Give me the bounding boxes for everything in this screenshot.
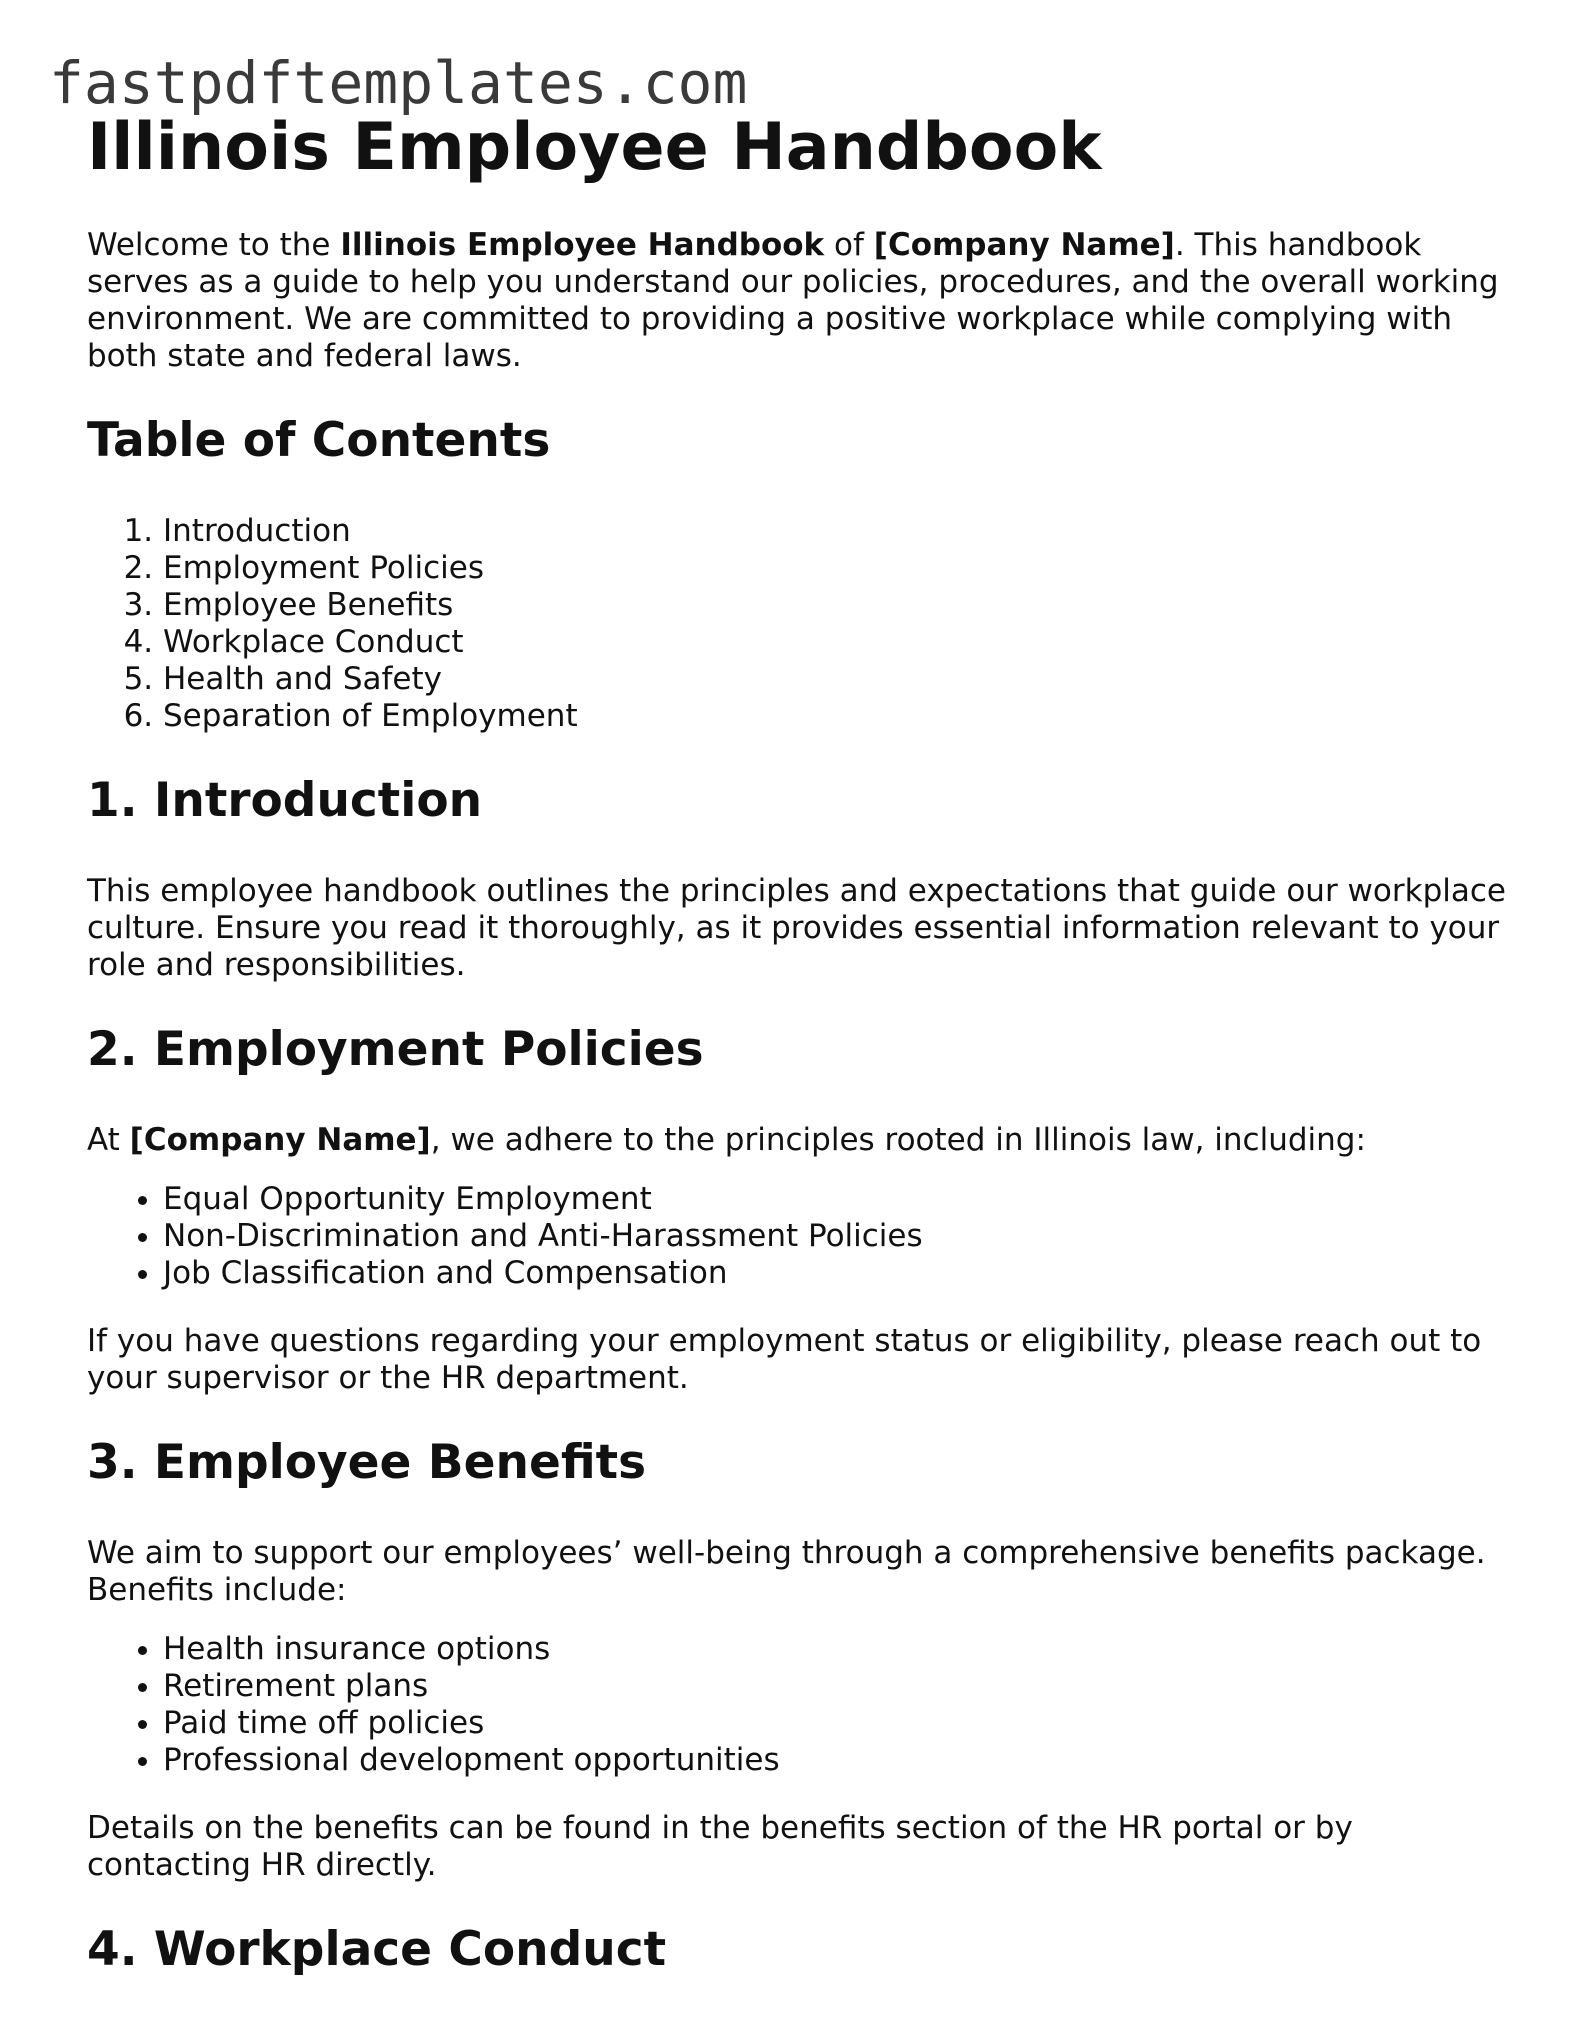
toc-item-health-safety: 5. Health and Safety [163,661,1507,698]
list-item: • Professional development opportunities [163,1742,1507,1779]
intro-company-name: [Company Name] [873,227,1175,263]
toc-item-separation: 6. Separation of Employment [163,698,1507,735]
list-item: • Health insurance options [163,1631,1507,1668]
section-2-after: If you have questions regarding your employment status or eligibility, please reach out to your supervisor or the HR department. [87,1323,1482,1396]
list-item: • Paid time off policies [163,1705,1507,1742]
list-item: • Equal Opportunity Employment [163,1181,1507,1218]
section-3-heading: 3. Employee Benefits [87,1435,647,1490]
section-4-heading: 4. Workplace Conduct [87,1922,667,1977]
intro-of: of [824,227,874,263]
toc-list [87,513,1507,735]
toc-item-workplace-conduct: 4. Workplace Conduct [163,624,1507,661]
section-2-heading: 2. Employment Policies [87,1022,704,1077]
intro-rest: . This handbook serves as a guide to help you understand our policies, procedures, and the overall working environment. We are committed to providing a positive workplace while complying with both state and federal laws. [87,227,1499,374]
section-1-heading: 1. Introduction [87,773,483,828]
section-2-lead-rest: , we adhere to the principles rooted in Illinois law, including: [430,1122,1366,1158]
section-2-list [87,1181,1507,1292]
watermark: fastpdftemplates.com [49,49,748,117]
toc-item-employee-benefits: 3. Employee Benefits [163,587,1507,624]
document-page [87,108,1507,1979]
intro-paragraph [87,227,1507,375]
section-3-after: Details on the benefits can be found in the benefits section of the HR portal or by contacting HR directly. [87,1810,1353,1883]
list-item: • Retirement plans [163,1668,1507,1705]
toc-item-introduction: 1. Introduction [163,513,1507,550]
intro-bold-title: Illinois Employee Handbook [340,227,825,263]
section-1-text: This employee handbook outlines the principles and expectations that guide our workplace culture. Ensure you read it thoroughly, as it provides essential information relevant to your role and responsibilities. [87,873,1506,983]
list-item: • Non-Discrimination and Anti-Harassment Policies [163,1218,1507,1255]
document-title: Illinois Employee Handbook [87,110,1102,185]
section-3-lead: We aim to support our employees’ well-being through a comprehensive benefits package. Benefits include: [87,1535,1486,1608]
toc-item-employment-policies: 2. Employment Policies [163,550,1507,587]
list-item: • Job Classification and Compensation [163,1255,1507,1292]
section-2-lead-prefix: At [87,1122,130,1158]
intro-prefix: Welcome to the [87,227,341,263]
section-2-lead [87,1122,1507,1159]
section-3-list [87,1631,1507,1779]
section-2-company-name: [Company Name] [129,1122,431,1158]
toc-heading: Table of Contents [87,413,551,468]
